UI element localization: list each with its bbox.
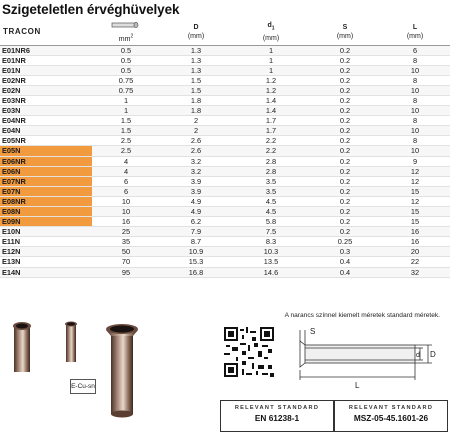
- value-cell-L: 9: [380, 156, 450, 166]
- value-cell-D: 8.7: [160, 237, 232, 247]
- table-row: [0, 257, 450, 267]
- header-unit: $mm^2$: [118, 34, 134, 44]
- value-cell-D: 1.3: [160, 55, 232, 65]
- value-cell-d: 14.6: [232, 267, 310, 277]
- value-cell-d: 7.5: [232, 227, 310, 237]
- dimension-drawing: [290, 320, 440, 395]
- value-cell-d: 1.2: [232, 85, 310, 95]
- product-code-cell: E02N: [0, 85, 92, 95]
- product-code-cell: E01NR: [0, 55, 92, 65]
- value-cell-d: 2.2: [232, 136, 310, 146]
- value-cell-S: 0.2: [310, 65, 380, 75]
- standard-value: MSZ-05-45.1601-26: [353, 413, 429, 423]
- table-row: [0, 186, 450, 196]
- value-cell-cs: 1.5: [92, 116, 160, 126]
- value-cell-D: 1.5: [160, 85, 232, 95]
- ferrule-photo: [6, 318, 146, 428]
- value-cell-D: 10.9: [160, 247, 232, 257]
- value-cell-S: 0.2: [310, 196, 380, 206]
- product-code-cell: E07NR: [0, 176, 92, 186]
- value-cell-d: 3.5: [232, 176, 310, 186]
- value-cell-d: 1.4: [232, 95, 310, 105]
- value-cell-S: 0.3: [310, 247, 380, 257]
- value-cell-L: 16: [380, 237, 450, 247]
- value-cell-d: 1: [232, 55, 310, 65]
- table-row: [0, 45, 450, 55]
- table-row: [0, 106, 450, 116]
- value-cell-cs: 10: [92, 196, 160, 206]
- value-cell-cs: 4: [92, 166, 160, 176]
- value-cell-D: 4.9: [160, 207, 232, 217]
- value-cell-cs: 0.5: [92, 65, 160, 75]
- table-row: [0, 176, 450, 186]
- page-title: Szigeteletlen érvéghüvelyek: [2, 2, 180, 17]
- value-cell-cs: 2.5: [92, 146, 160, 156]
- product-code-cell: E02NR: [0, 75, 92, 85]
- value-cell-S: 0.4: [310, 257, 380, 267]
- table-row: [0, 207, 450, 217]
- value-cell-D: 4.9: [160, 196, 232, 206]
- value-cell-d: 1: [232, 45, 310, 55]
- value-cell-L: 8: [380, 136, 450, 146]
- value-cell-D: 3.9: [160, 186, 232, 196]
- value-cell-D: 2: [160, 126, 232, 136]
- value-cell-cs: 0.5: [92, 45, 160, 55]
- value-cell-d: 3.5: [232, 186, 310, 196]
- value-cell-S: 0.4: [310, 267, 380, 277]
- value-cell-cs: 95: [92, 267, 160, 277]
- value-cell-L: 20: [380, 247, 450, 257]
- dim-S-label: S: [310, 327, 316, 336]
- table-row: [0, 126, 450, 136]
- value-cell-cs: 0.75: [92, 75, 160, 85]
- value-cell-L: 22: [380, 257, 450, 267]
- header-brand-cell: [0, 20, 92, 45]
- value-cell-d: 5.8: [232, 217, 310, 227]
- value-cell-D: 2.6: [160, 146, 232, 156]
- value-cell-S: 0.2: [310, 75, 380, 85]
- header-D: D (mm): [160, 20, 232, 45]
- product-code-cell: E08N: [0, 207, 92, 217]
- value-cell-D: 1.8: [160, 106, 232, 116]
- value-cell-d: 2.8: [232, 156, 310, 166]
- product-code-cell: E01N: [0, 65, 92, 75]
- value-cell-L: 10: [380, 85, 450, 95]
- product-code-cell: E03NR: [0, 95, 92, 105]
- table-header: [0, 20, 450, 45]
- product-code-cell: E07N: [0, 186, 92, 196]
- value-cell-cs: 25: [92, 227, 160, 237]
- standard-label: RELEVANT STANDARD: [348, 405, 434, 411]
- standard-box-2: [334, 400, 448, 432]
- value-cell-D: 2: [160, 116, 232, 126]
- value-cell-S: 0.2: [310, 85, 380, 95]
- value-cell-cs: 70: [92, 257, 160, 267]
- value-cell-cs: 16: [92, 217, 160, 227]
- value-cell-d: 1.7: [232, 116, 310, 126]
- value-cell-S: 0.2: [310, 95, 380, 105]
- header-d1: $d_1$ (mm): [232, 20, 310, 45]
- material-label: E-Cu-sn: [70, 379, 96, 394]
- value-cell-D: 15.3: [160, 257, 232, 267]
- value-cell-d: 2.8: [232, 166, 310, 176]
- value-cell-S: 0.2: [310, 217, 380, 227]
- table-row: [0, 55, 450, 65]
- value-cell-S: 0.2: [310, 136, 380, 146]
- table-row: [0, 85, 450, 95]
- value-cell-L: 8: [380, 116, 450, 126]
- table-row: [0, 75, 450, 85]
- value-cell-L: 8: [380, 75, 450, 85]
- value-cell-L: 15: [380, 217, 450, 227]
- value-cell-d: 1.4: [232, 106, 310, 116]
- value-cell-D: 1.3: [160, 45, 232, 55]
- value-cell-cs: 1: [92, 95, 160, 105]
- dim-d-label: d: [416, 352, 420, 359]
- table-row: [0, 156, 450, 166]
- value-cell-D: 6.2: [160, 217, 232, 227]
- standard-value: EN 61238-1: [254, 413, 300, 423]
- value-cell-d: 1.7: [232, 126, 310, 136]
- value-cell-S: 0.2: [310, 106, 380, 116]
- table-row: [0, 196, 450, 206]
- value-cell-d: 8.3: [232, 237, 310, 247]
- product-code-cell: E04N: [0, 126, 92, 136]
- value-cell-d: 4.5: [232, 196, 310, 206]
- value-cell-S: 0.2: [310, 126, 380, 136]
- table-row: [0, 227, 450, 237]
- product-code-cell: E11N: [0, 237, 92, 247]
- table-row: [0, 217, 450, 227]
- product-code-cell: E14N: [0, 267, 92, 277]
- value-cell-L: 12: [380, 196, 450, 206]
- table-row: [0, 146, 450, 156]
- product-code-cell: E06N: [0, 166, 92, 176]
- product-code-cell: E03N: [0, 106, 92, 116]
- value-cell-d: 2.2: [232, 146, 310, 156]
- value-cell-L: 8: [380, 55, 450, 65]
- standard-sizes-note: A narancs színnel kiemelt méretek standard méretek.: [284, 312, 440, 319]
- value-cell-S: 0.2: [310, 166, 380, 176]
- value-cell-L: 15: [380, 186, 450, 196]
- product-code-cell: E06NR: [0, 156, 92, 166]
- product-code-cell: E08NR: [0, 196, 92, 206]
- value-cell-D: 1.5: [160, 75, 232, 85]
- table-row: [0, 95, 450, 105]
- value-cell-d: 1.2: [232, 75, 310, 85]
- value-cell-d: 13.5: [232, 257, 310, 267]
- product-code-cell: E12N: [0, 247, 92, 257]
- value-cell-D: 1.3: [160, 65, 232, 75]
- value-cell-cs: 0.5: [92, 55, 160, 65]
- value-cell-S: 0.2: [310, 227, 380, 237]
- table-row: [0, 237, 450, 247]
- product-code-cell: E13N: [0, 257, 92, 267]
- product-code-cell: E01NR6: [0, 45, 92, 55]
- value-cell-L: 10: [380, 65, 450, 75]
- value-cell-S: 0.2: [310, 186, 380, 196]
- value-cell-cs: 35: [92, 237, 160, 247]
- value-cell-L: 15: [380, 207, 450, 217]
- large-ferrule: [106, 324, 138, 418]
- small-ferrule-left: [13, 322, 31, 372]
- value-cell-cs: 2.5: [92, 136, 160, 146]
- table-row: [0, 166, 450, 176]
- header-cross-section: [92, 20, 160, 45]
- table-row: [0, 267, 450, 277]
- value-cell-D: 1.8: [160, 95, 232, 105]
- value-cell-S: 0.2: [310, 146, 380, 156]
- value-cell-cs: 6: [92, 186, 160, 196]
- value-cell-D: 16.8: [160, 267, 232, 277]
- wire-icon: [111, 20, 141, 30]
- product-code-cell: E09N: [0, 217, 92, 227]
- value-cell-S: 0.2: [310, 116, 380, 126]
- value-cell-L: 10: [380, 106, 450, 116]
- dim-L-label: L: [355, 381, 360, 390]
- value-cell-D: 2.6: [160, 136, 232, 146]
- value-cell-S: 0.2: [310, 45, 380, 55]
- table-row: [0, 65, 450, 75]
- value-cell-D: 3.2: [160, 166, 232, 176]
- brand-logo: TRACON: [3, 27, 41, 37]
- value-cell-d: 1: [232, 65, 310, 75]
- product-code-cell: E05N: [0, 146, 92, 156]
- product-code-cell: E10N: [0, 227, 92, 237]
- value-cell-L: 16: [380, 227, 450, 237]
- value-cell-cs: 50: [92, 247, 160, 257]
- table-row: [0, 136, 450, 146]
- value-cell-L: 12: [380, 176, 450, 186]
- value-cell-D: 3.2: [160, 156, 232, 166]
- spec-table: [0, 20, 450, 278]
- qr-code: [224, 327, 274, 377]
- standard-label: RELEVANT STANDARD: [234, 405, 320, 411]
- value-cell-S: 0.25: [310, 237, 380, 247]
- value-cell-cs: 1.5: [92, 126, 160, 136]
- value-cell-D: 3.9: [160, 176, 232, 186]
- value-cell-L: 10: [380, 146, 450, 156]
- header-L: L (mm): [380, 20, 450, 45]
- value-cell-cs: 1: [92, 106, 160, 116]
- value-cell-d: 4.5: [232, 207, 310, 217]
- value-cell-S: 0.2: [310, 156, 380, 166]
- table-row: [0, 116, 450, 126]
- value-cell-D: 7.9: [160, 227, 232, 237]
- value-cell-S: 0.2: [310, 55, 380, 65]
- value-cell-L: 12: [380, 166, 450, 176]
- standard-box-1: [220, 400, 334, 432]
- value-cell-L: 32: [380, 267, 450, 277]
- value-cell-cs: 0.75: [92, 85, 160, 95]
- value-cell-S: 0.2: [310, 207, 380, 217]
- value-cell-L: 8: [380, 95, 450, 105]
- value-cell-S: 0.2: [310, 176, 380, 186]
- small-ferrule-middle: [65, 322, 77, 363]
- value-cell-L: 10: [380, 126, 450, 136]
- value-cell-L: 6: [380, 45, 450, 55]
- value-cell-cs: 10: [92, 207, 160, 217]
- header-S: S (mm): [310, 20, 380, 45]
- value-cell-cs: 6: [92, 176, 160, 186]
- product-code-cell: E05NR: [0, 136, 92, 146]
- table-row: [0, 247, 450, 257]
- dim-D-label: D: [430, 350, 436, 359]
- value-cell-d: 10.3: [232, 247, 310, 257]
- product-code-cell: E04NR: [0, 116, 92, 126]
- value-cell-cs: 4: [92, 156, 160, 166]
